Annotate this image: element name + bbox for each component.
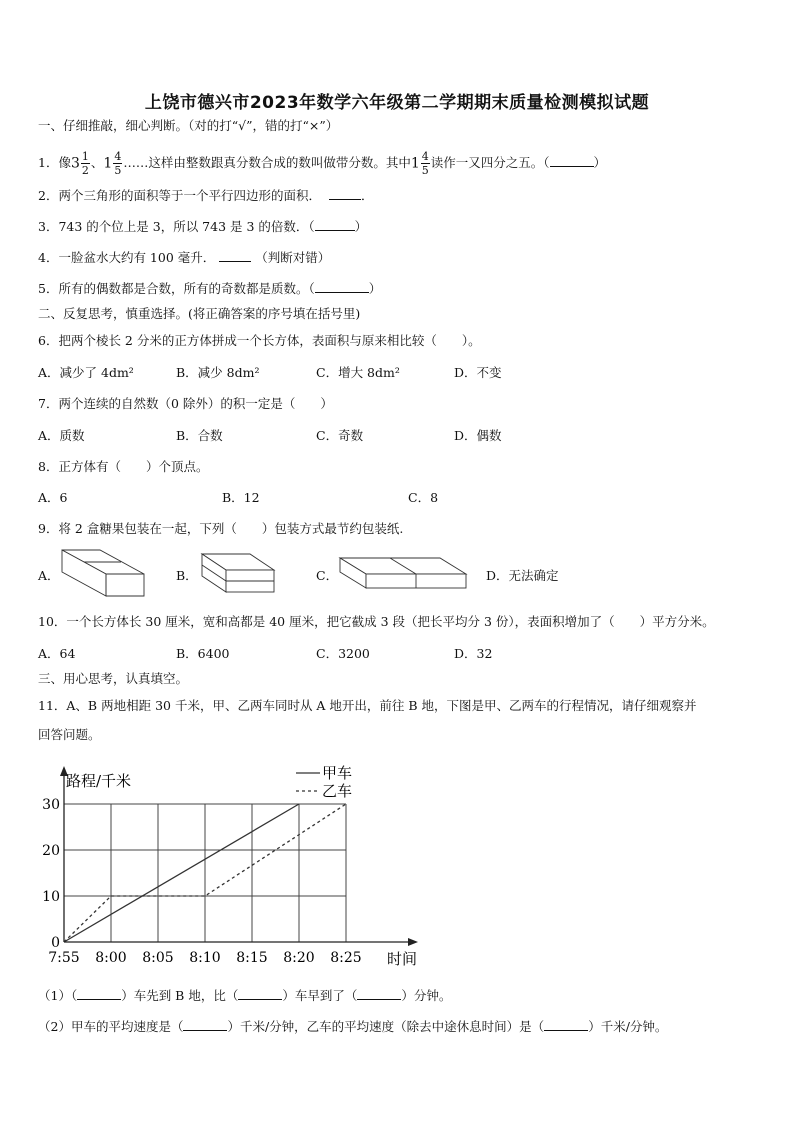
question-5 [38,281,381,297]
q2-text-a: 2．两个三角形的面积等于一个平行四边形的面积． [38,188,321,203]
q1-denominator-2: 5 [114,164,122,177]
legend-label-jiache: 甲车 [322,764,353,782]
q9-option-d[interactable]: D．无法确定 [486,568,559,583]
x-tick-label-6: 8:25 [330,950,362,966]
y-axis-label: 路程/千米 [66,772,132,790]
q1-fraction-3 [421,150,430,177]
q1-text-a: 1．像 [38,155,71,170]
q11-2-blank-2[interactable] [544,1030,588,1031]
chart-legend [296,764,352,800]
question-7-stem: 7．两个连续的自然数（0 除外）的积一定是（ ） [38,396,333,411]
q5-text-b: ） [368,281,382,296]
chart-labels [66,772,417,968]
q2-text-b: ． [360,188,374,203]
x-tick-label-1: 8:00 [95,950,127,966]
x-tick-label-2: 8:05 [142,950,174,966]
section-2-heading: 二、反复思考，慎重选择。(将正确答案的序号填在括号里) [38,306,361,321]
q1-denominator-3: 5 [421,164,429,177]
question-2 [38,188,373,204]
q7-option-a[interactable]: A．质数 [38,428,85,443]
page-title: 上饶市德兴市2023年数学六年级第二学期期末质量检测模拟试题 [144,93,650,113]
q11-1-text-d: ）分钟。 [401,988,452,1003]
chart-axes [42,766,418,966]
q7-option-b[interactable]: B．合数 [176,428,223,443]
q11-subquestion-1 [38,988,451,1004]
x-axis-label: 时间 [387,950,418,968]
question-3 [38,219,367,235]
q3-answer-blank[interactable] [315,230,355,231]
q8-option-b[interactable]: B．12 [222,490,260,505]
q10-option-c[interactable]: C．3200 [316,646,370,661]
x-tick-label-4: 8:15 [236,950,268,966]
q11-2-blank-1[interactable] [183,1030,227,1031]
q1-text-b: 、 [90,155,104,170]
question-8-stem: 8．正方体有（ ）个顶点。 [38,459,209,474]
q1-whole-3: 1 [410,155,420,172]
question-1 [38,150,606,177]
question-4 [38,250,330,266]
q6-option-d[interactable]: D．不变 [454,365,502,380]
distance-time-chart [30,756,430,972]
q1-text-e: 读作一又四分之五。（ [430,155,550,170]
x-tick-label-5: 8:20 [283,950,315,966]
q7-option-d[interactable]: D．偶数 [454,428,502,443]
q11-2-text-a: （2）甲车的平均速度是（ [38,1019,184,1034]
q9-option-a[interactable]: A． [38,568,60,583]
q1-whole-1: 3 [70,155,80,172]
x-tick-label-3: 8:10 [189,950,221,966]
q11-2-text-b: ）千米/分钟，乙车的平均速度（除去中途休息时间）是（ [227,1019,545,1034]
q9-option-b[interactable]: B． [176,568,198,583]
q8-option-a[interactable]: A．6 [38,490,68,505]
q9-figure-b [198,550,278,598]
question-11-line-1: 11．A、B 两地相距 30 千米，甲、乙两车同时从 A 地开出，前往 B 地，下图是甲、乙两车的行程情况，请仔细观察并 [38,698,697,713]
section-3-heading: 三、用心思考，认真填空。 [38,671,189,686]
q4-answer-blank[interactable] [219,261,251,262]
q4-text-b: （判断对错） [255,250,331,265]
q5-answer-blank[interactable] [315,292,369,293]
y-tick-label-30: 30 [42,797,60,813]
q9-option-c[interactable]: C． [316,568,339,583]
q4-text-a: 4．一脸盆水大约有 100 毫升． [38,250,216,265]
q3-text-b: ） [354,219,368,234]
q11-1-blank-1[interactable] [77,999,121,1000]
question-10-stem: 10．一个长方体长 30 厘米，宽和高都是 40 厘米，把它截成 3 段（把长平均分 3 份），表面积增加了（ ）平方分米。 [38,614,715,629]
q11-1-blank-3[interactable] [357,999,401,1000]
series-line-0 [64,804,299,942]
q1-whole-2: 1 [103,155,113,172]
q5-text-a: 5．所有的偶数都是合数，所有的奇数都是质数。（ [38,281,315,296]
q11-1-text-b: ）车先到 B 地，比（ [121,988,239,1003]
y-tick-label-10: 10 [42,889,60,905]
q1-answer-blank[interactable] [550,166,594,167]
legend-label-yiche: 乙车 [322,782,353,800]
q9-figure-a [58,546,148,600]
q10-option-a[interactable]: A．64 [38,646,76,661]
q6-option-b[interactable]: B．减少 8dm² [176,365,260,380]
q11-1-text-a: （1）（ [38,988,78,1003]
q10-option-d[interactable]: D．32 [454,646,493,661]
q7-option-c[interactable]: C．奇数 [316,428,364,443]
q11-subquestion-2 [38,1019,667,1035]
q8-option-c[interactable]: C．8 [408,490,439,505]
q3-text-a: 3．743 的个位上是 3，所以 743 是 3 的倍数．（ [38,219,315,234]
q2-answer-blank[interactable] [329,199,361,200]
y-tick-label-20: 20 [42,843,60,859]
q1-fraction-2 [113,150,122,177]
q1-numerator-3: 4 [421,150,429,163]
question-9-stem: 9．将 2 盒糖果包装在一起，下列（ ）包装方式最节约包装纸. [38,521,404,536]
q1-fraction-1 [81,150,90,177]
q11-2-text-c: ）千米/分钟。 [588,1019,668,1034]
q9-figure-c [336,554,470,594]
section-1-heading: 一、仔细推敲，细心判断。（对的打“√”，错的打“×”） [38,118,339,133]
y-tick-label-0: 0 [51,935,60,951]
q1-numerator-1: 1 [81,150,89,163]
q1-numerator-2: 4 [114,150,122,163]
x-tick-label-0: 7:55 [48,950,80,966]
q1-denominator-1: 2 [81,164,89,177]
question-6-stem: 6．把两个棱长 2 分米的正方体拼成一个长方体，表面积与原来相比较（ ）。 [38,333,481,348]
x-axis-arrow [408,938,418,946]
q10-option-b[interactable]: B．6400 [176,646,230,661]
q11-1-blank-2[interactable] [238,999,282,1000]
question-11-line-2: 回答问题。 [38,727,101,742]
q11-1-text-c: ）车早到了（ [282,988,358,1003]
q6-option-a[interactable]: A．减少了 4dm² [38,365,134,380]
q1-text-c: ……这样由整数跟真分数合成的数叫做带分数。其中 [123,155,411,170]
chart-grid [64,804,346,942]
q1-text-f: ） [593,155,607,170]
q6-option-c[interactable]: C．增大 8dm² [316,365,400,380]
